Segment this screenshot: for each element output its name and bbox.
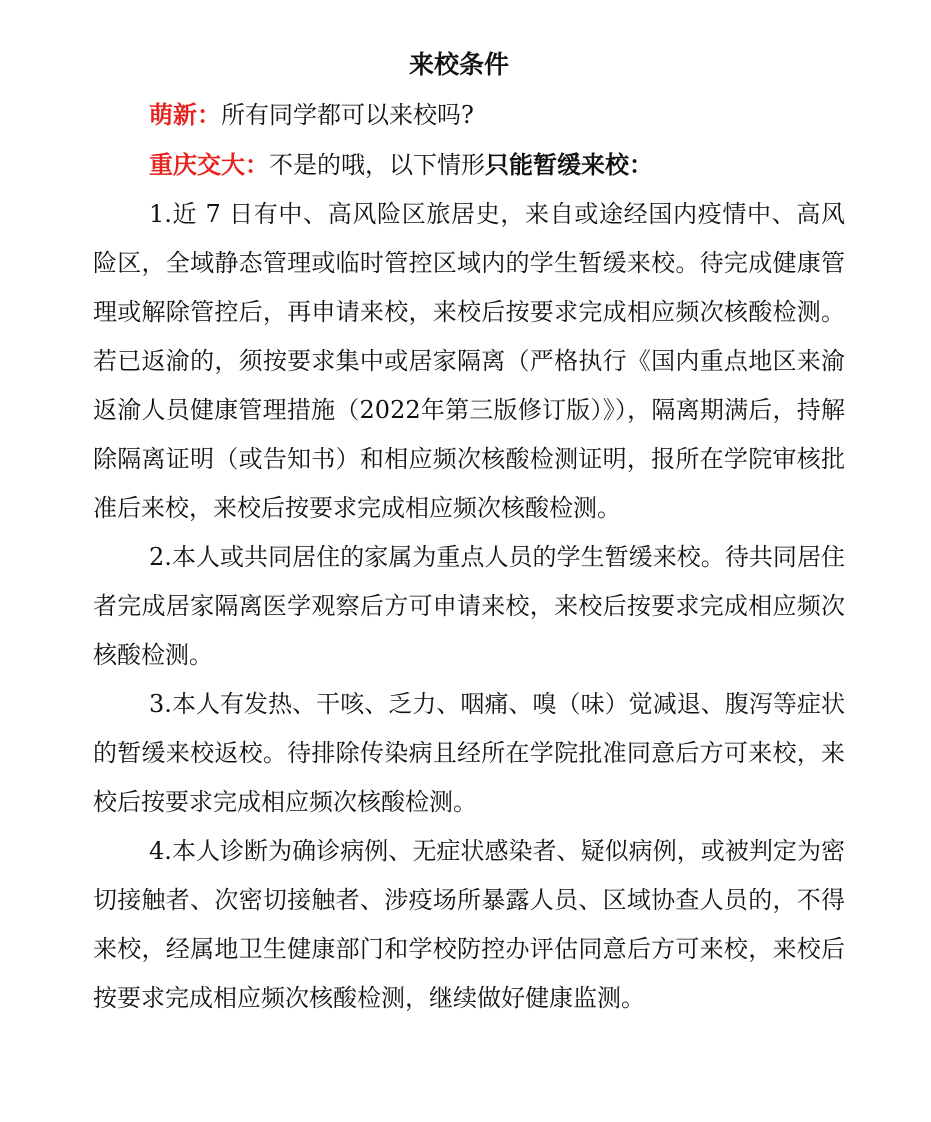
- answer-emphasis: 只能暂缓来校：: [485, 151, 653, 179]
- answer-line: [93, 140, 845, 190]
- question-text: 所有同学都可以来校吗?: [221, 101, 474, 129]
- document: [93, 40, 845, 1023]
- question-speaker: 萌新：: [149, 101, 221, 129]
- answer-speaker: 重庆交大：: [149, 151, 269, 179]
- condition-paragraph-2: 2.本人或共同居住的家属为重点人员的学生暂缓来校。待共同居住者完成居家隔离医学观察后方可申请来校，来校后按要求完成相应频次核酸检测。: [93, 543, 845, 669]
- condition-paragraph-4: 4.本人诊断为确诊病例、无症状感染者、疑似病例，或被判定为密切接触者、次密切接触者、涉疫场所暴露人员、区域协查人员的，不得来校，经属地卫生健康部门和学校防控办评估同意后方可来校，来校后按要求完成相应频次核酸检测，继续做好健康监测。: [93, 837, 845, 1012]
- answer-text: 不是的哦，以下情形: [269, 151, 485, 179]
- page-title: 来校条件: [408, 50, 509, 79]
- condition-paragraph-1: 1.近 7 日有中、高风险区旅居史，来自或途经国内疫情中、高风险区，全域静态管理或临时管控区域内的学生暂缓来校。待完成健康管理或解除管控后，再申请来校，来校后按要求完成相应频次核酸检测。若已返渝的，须按要求集中或居家隔离（严格执行《国内重点地区来渝返渝人员健康管理措施（2022年第三版修订版）》），隔离期满后，持解除隔离证明（或告知书）和相应频次核酸检测证明，报所在学院审核批准后来校，来校后按要求完成相应频次核酸检测。: [93, 200, 845, 522]
- condition-paragraph-3: 3.本人有发热、干咳、乏力、咽痛、嗅（味）觉减退、腹泻等症状的暂缓来校返校。待排除传染病且经所在学院批准同意后方可来校，来校后按要求完成相应频次核酸检测。: [93, 690, 845, 816]
- question-line: [93, 90, 845, 140]
